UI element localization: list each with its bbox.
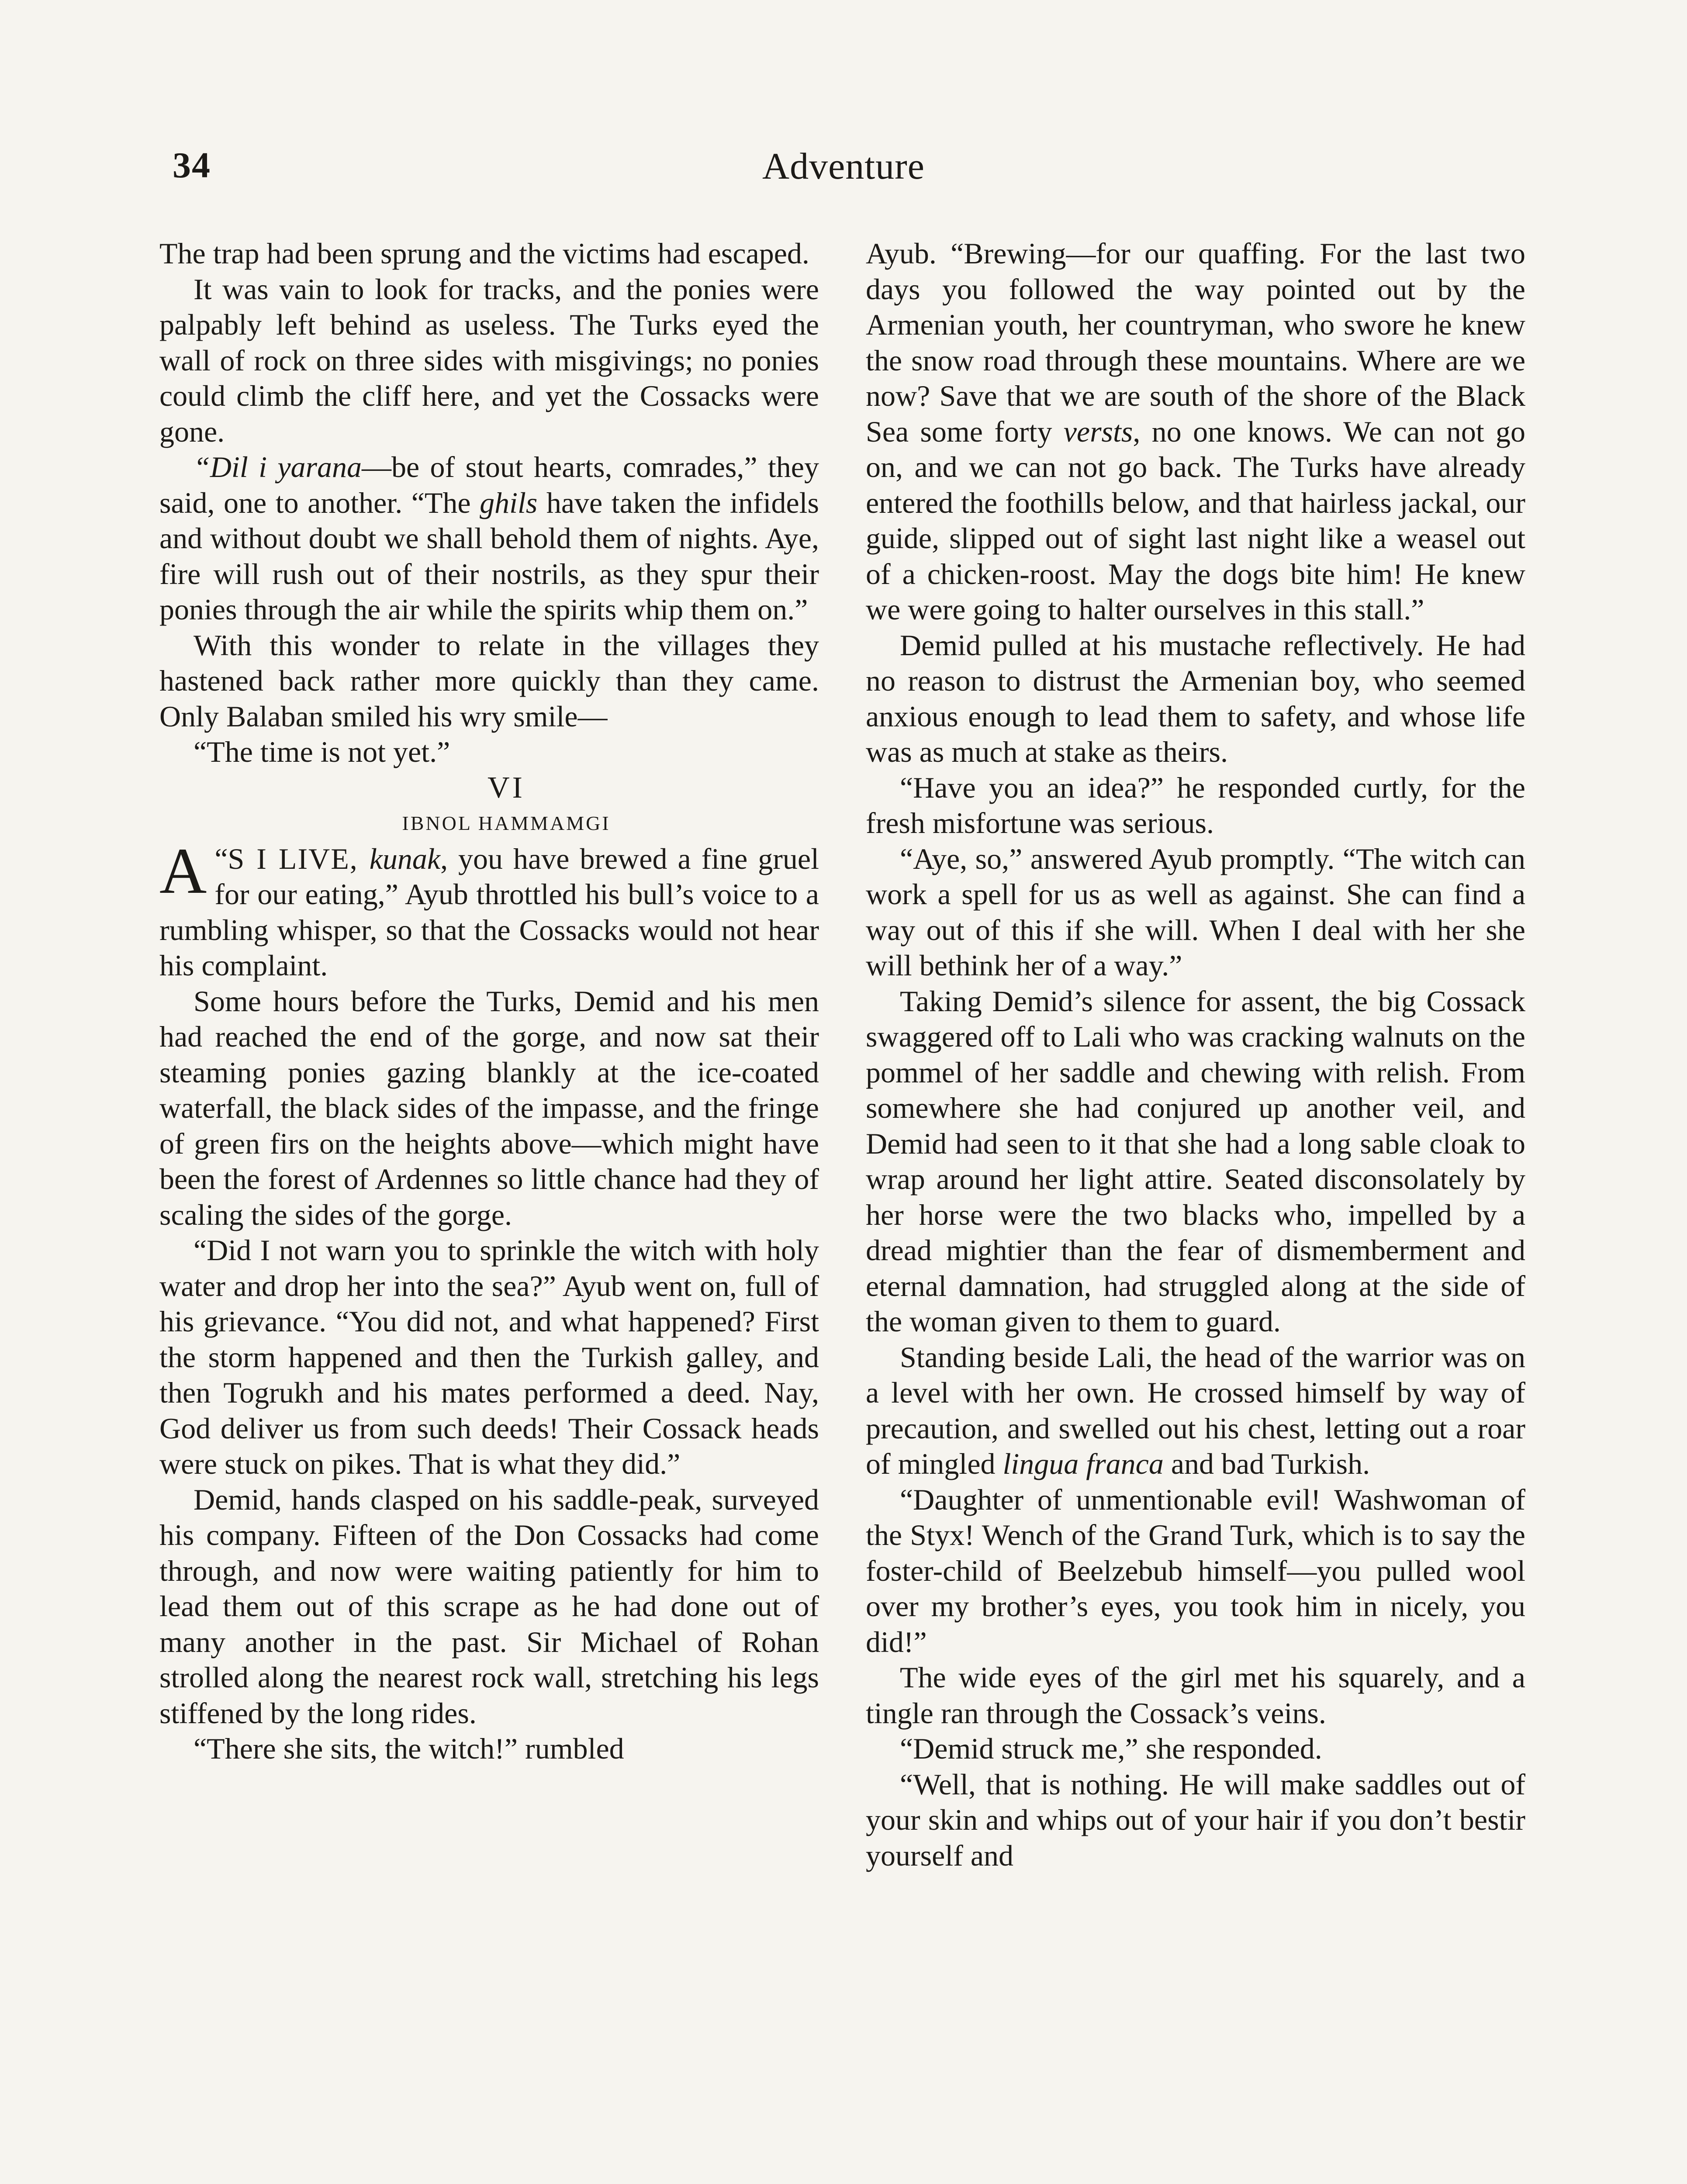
opening-caps: S I LIVE,: [228, 842, 370, 875]
paragraph: Demid pulled at his mustache reflectively. He had no reason to distrust the Armenian boy, who seemed anxious enough to lead them to safety, and whose life was as much at stake as theirs.: [866, 628, 1525, 768]
drop-cap: A: [159, 834, 207, 907]
paragraph-text: —be of stout hearts, comrades,” they said, one to another. “The: [159, 450, 819, 519]
chapter-title: IBNOL HAMMAMGI: [402, 812, 611, 834]
paragraph: “Well, that is nothing. He will make saddles out of your skin and whips out of your hair if you don’t bestir yourself and: [866, 1767, 1525, 1872]
paragraph: [866, 236, 1525, 628]
right-column: [866, 236, 1525, 1873]
paragraph: Demid, hands clasped on his saddle-peak, surveyed his company. Fifteen of the Don Cossacks had come through, and now were waiting patiently for him to lead them out of this scrape as he had done out of many another in the past. Sir Michael of Rohan strolled along the nearest rock wall, stretching his legs stiffened by the long rides.: [159, 1482, 819, 1730]
italic-phrase: “Dil i yarana: [194, 450, 362, 484]
paragraph: [159, 449, 819, 628]
paragraph-text: Standing beside Lali, the head of the warrior was on a level with her own. He crossed himself by way of precaution, and swelled out his chest, letting out a roar of mingled: [866, 1340, 1525, 1480]
paragraph: “The time is not yet.”: [194, 735, 450, 768]
paragraph-text: Ayub. “Brewing—for our quaffing. For the last two days you followed the way pointed out by the Armenian youth, her countryman, who swore he knew the snow road through these mountains. Where are we now? Save that we are south of the shore of the Black Sea some forty: [866, 237, 1525, 448]
paragraph-text: have taken the infidels and without doubt we shall behold them of nights. Aye, fire will rush out of their nostrils, as they spur their ponies through the air while the spirits whip them on.”: [159, 486, 819, 626]
paragraph: Some hours before the Turks, Demid and his men had reached the end of the gorge, and now sat their steaming ponies gazing blankly at the ice-coated waterfall, the black sides of the impasse, and the fringe of green firs on the heights above—which might have been the forest of Ardennes so little chance had they of scaling the sides of the gorge.: [159, 984, 819, 1231]
paragraph: It was vain to look for tracks, and the ponies were palpably left behind as useless. The Turks eyed the wall of rock on three sides with misgivings; no ponies could climb the cliff here, and yet the Cossacks were gone.: [159, 272, 819, 448]
paragraph-text: , no one knows. We can not go on, and we can not go back. The Turks have already entered the foothills below, and that hairless jackal, our guide, slipped out of sight last night like a weasel out of a chicken-roost. May the dogs bite him! He knew we were going to halter ourselves in this stall.”: [866, 415, 1526, 626]
italic-word: versts: [1063, 415, 1133, 448]
chapter-numeral: VI: [487, 771, 525, 805]
italic-word: kunak: [369, 842, 441, 875]
page-number: 34: [173, 145, 211, 186]
paragraph: “Did I not warn you to sprinkle the witch with holy water and drop her into the sea?” Ayub went on, full of his grievance. “You did not, and what happened? First the storm happened and then the Turkish galley, and then Togrukh and his mates performed a deed. Nay, God deliver us from such deeds! Their Cossack heads were stuck on pikes. That is what they did.”: [159, 1234, 819, 1480]
paragraph: “Daughter of unmentionable evil! Washwoman of the Styx! Wench of the Grand Turk, which is to say the foster-child of Beelzebub himself—you pulled wool over my brother’s eyes, you took him in nicely, you did!”: [866, 1482, 1525, 1659]
italic-phrase: lingua franca: [1003, 1447, 1164, 1480]
paragraph: “Aye, so,” answered Ayub promptly. “The witch can work a spell for us as well as against. She can find a way out of this if she will. When I deal with her she will bethink her of a way.”: [866, 842, 1525, 982]
running-title: Adventure: [762, 145, 925, 187]
paragraph: “Demid struck me,” she responded.: [900, 1732, 1322, 1765]
paragraph: Taking Demid’s silence for assent, the big Cossack swaggered off to Lali who was cracking walnuts on the pommel of her saddle and chewing with relish. From somewhere she had conjured up another veil, and Demid had seen to it that she had a long sable cloak to wrap around her light attire. Seated disconsolately by her horse were the two blacks who, impelled by a dread mightier than the fear of dismemberment and eternal damnation, had struggled along at the side of the woman given to them to guard.: [866, 984, 1525, 1338]
paragraph: The trap had been sprung and the victims had escaped.: [159, 237, 809, 270]
paragraph-text: , you have brewed a fine gruel for our eating,” Ayub throttled his bull’s voice to a rumbling whisper, so that the Cossacks would not hear his complaint.: [159, 842, 819, 982]
paragraph: “Have you an idea?” he responded curtly, for the fresh misfortune was serious.: [866, 771, 1525, 840]
italic-word: ghils: [480, 486, 538, 519]
paragraph-text: and bad Turkish.: [1163, 1447, 1370, 1480]
opening-quote-mark: “: [214, 842, 228, 875]
opening-paragraph: [159, 834, 819, 984]
paragraph: “There she sits, the witch!” rumbled: [194, 1732, 624, 1765]
paragraph: With this wonder to relate in the villages they hastened back rather more quickly than they came. Only Balaban smiled his wry smile—: [159, 628, 819, 733]
paragraph: The wide eyes of the girl met his squarely, and a tingle ran through the Cossack’s veins.: [866, 1661, 1525, 1730]
left-column: [159, 236, 819, 1767]
paragraph: [866, 1340, 1525, 1482]
